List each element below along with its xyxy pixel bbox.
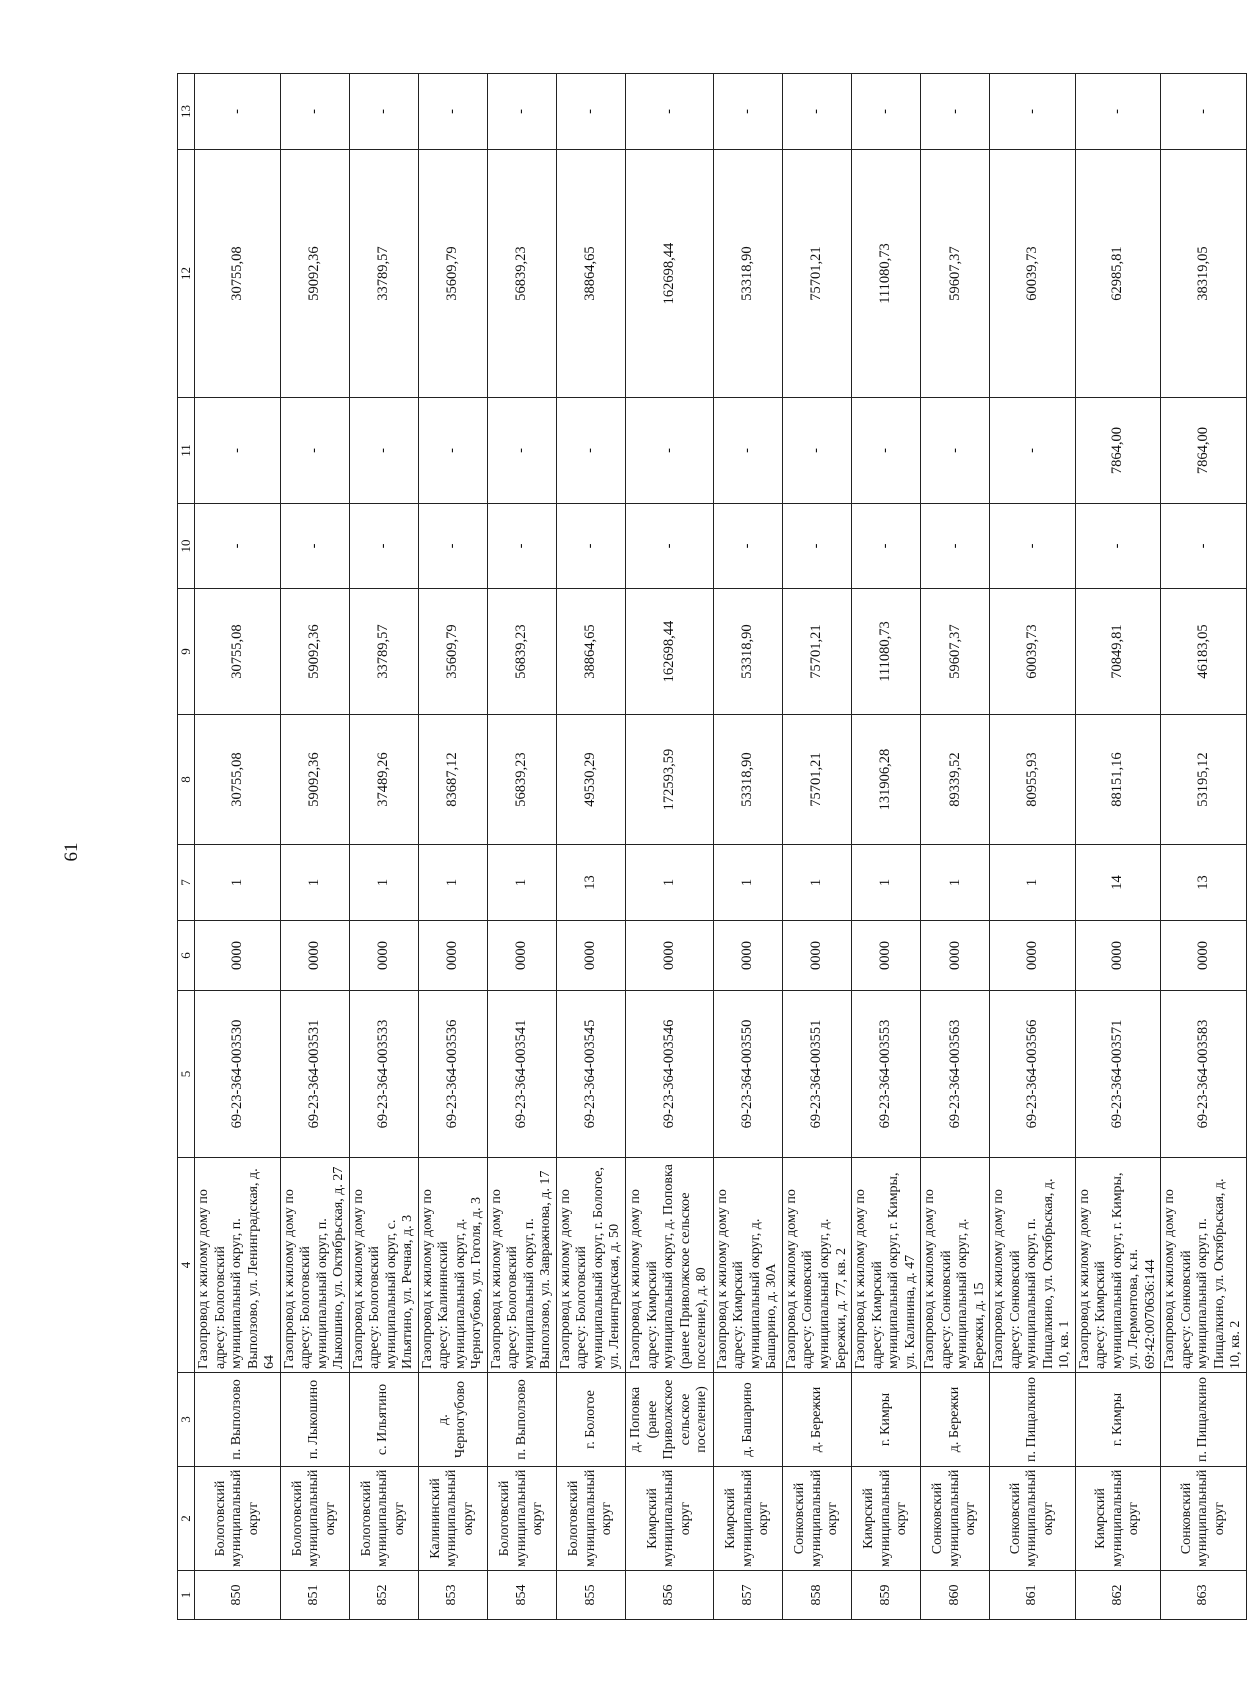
table-row: [349, 74, 418, 1620]
col9-cell: 59607,37: [921, 589, 990, 715]
col10-cell: -: [195, 504, 281, 589]
column-header: 7: [178, 845, 195, 921]
col11-cell: -: [556, 398, 625, 504]
col13-cell: -: [487, 74, 556, 150]
settlement-cell: д. Поповка (ранее Приволжское сельское поселение): [625, 1373, 713, 1467]
col7-cell: 1: [625, 845, 713, 921]
district-cell: Сонковский муниципальный округ: [782, 1467, 851, 1571]
col11-cell: -: [280, 398, 349, 504]
col10-cell: -: [921, 504, 990, 589]
col12-cell: 38319,05: [1161, 150, 1247, 398]
col13-cell: -: [852, 74, 921, 150]
col12-cell: 59607,37: [921, 150, 990, 398]
col12-cell: 59092,36: [280, 150, 349, 398]
column-header: 13: [178, 74, 195, 150]
row-number: 851: [280, 1571, 349, 1620]
col13-cell: -: [782, 74, 851, 150]
col9-cell: 38864,65: [556, 589, 625, 715]
col13-cell: -: [556, 74, 625, 150]
col12-cell: 56839,23: [487, 150, 556, 398]
col11-cell: -: [713, 398, 782, 504]
table-row: [990, 74, 1076, 1620]
object-description-cell: Газопровод к жилому дому по адресу: Кимрский муниципальный округ, г. Кимры, ул. Калинина, д. 47: [852, 1158, 921, 1373]
col6-cell: 0000: [280, 921, 349, 991]
object-description-cell: Газопровод к жилому дому по адресу: Калининский муниципальный округ, д. Черногубово, ул. Гоголя, д. 3: [418, 1158, 487, 1373]
col6-cell: 0000: [556, 921, 625, 991]
col12-cell: 111080,73: [852, 150, 921, 398]
col12-cell: 53318,90: [713, 150, 782, 398]
settlement-cell: д. Башарино: [713, 1373, 782, 1467]
col8-cell: 83687,12: [418, 715, 487, 845]
table-row: [713, 74, 782, 1620]
col8-cell: 53195,12: [1161, 715, 1247, 845]
row-number: 861: [990, 1571, 1076, 1620]
column-header: 3: [178, 1373, 195, 1467]
object-description-cell: Газопровод к жилому дому по адресу: Сонковский муниципальный округ, д. Бережки, д. 77, кв. 2: [782, 1158, 851, 1373]
col11-cell: -: [195, 398, 281, 504]
column-header: 4: [178, 1158, 195, 1373]
col11-cell: -: [625, 398, 713, 504]
object-description-cell: Газопровод к жилому дому по адресу: Бологовский муниципальный округ, п. Выползово, ул. Ленинградская, д. 64: [195, 1158, 281, 1373]
col8-cell: 49530,29: [556, 715, 625, 845]
col13-cell: -: [713, 74, 782, 150]
settlement-cell: п. Пищалкино: [1161, 1373, 1247, 1467]
col8-cell: 37489,26: [349, 715, 418, 845]
col10-cell: -: [556, 504, 625, 589]
district-cell: Сонковский муниципальный округ: [990, 1467, 1076, 1571]
col12-cell: 75701,21: [782, 150, 851, 398]
col13-cell: -: [1075, 74, 1161, 150]
district-cell: Бологовский муниципальный округ: [556, 1467, 625, 1571]
row-number: 854: [487, 1571, 556, 1620]
row-number: 857: [713, 1571, 782, 1620]
column-header: 6: [178, 921, 195, 991]
column-header: 1: [178, 1571, 195, 1620]
object-description-cell: Газопровод к жилому дому по адресу: Сонковский муниципальный округ, д. Бережки, д. 15: [921, 1158, 990, 1373]
col12-cell: 62985,81: [1075, 150, 1161, 398]
col8-cell: 30755,08: [195, 715, 281, 845]
row-number: 855: [556, 1571, 625, 1620]
col13-cell: -: [1161, 74, 1247, 150]
col6-cell: 0000: [1161, 921, 1247, 991]
settlement-cell: д. Черногубово: [418, 1373, 487, 1467]
settlement-cell: п. Выползово: [487, 1373, 556, 1467]
object-code-cell: 69-23-364-003571: [1075, 991, 1161, 1158]
district-cell: Сонковский муниципальный округ: [921, 1467, 990, 1571]
col13-cell: -: [921, 74, 990, 150]
col8-cell: 59092,36: [280, 715, 349, 845]
col6-cell: 0000: [713, 921, 782, 991]
column-header: 2: [178, 1467, 195, 1571]
col11-cell: -: [349, 398, 418, 504]
row-number: 863: [1161, 1571, 1247, 1620]
col10-cell: -: [1075, 504, 1161, 589]
object-description-cell: Газопровод к жилому дому по адресу: Кимрский муниципальный округ, г. Кимры, ул. Лермонтова, к.н. 69:42:0070636:144: [1075, 1158, 1161, 1373]
object-description-cell: Газопровод к жилому дому по адресу: Кимрский муниципальный округ, д. Поповка (ранее Приволжское сельское поселение), д. 80: [625, 1158, 713, 1373]
col10-cell: -: [487, 504, 556, 589]
col10-cell: -: [852, 504, 921, 589]
row-number: 862: [1075, 1571, 1161, 1620]
page-number: 61: [61, 842, 82, 862]
object-code-cell: 69-23-364-003546: [625, 991, 713, 1158]
table-row: [1161, 74, 1247, 1620]
col7-cell: 1: [782, 845, 851, 921]
col11-cell: 7864,00: [1161, 398, 1247, 504]
table-row: [1075, 74, 1161, 1620]
settlement-cell: п. Пищалкино: [990, 1373, 1076, 1467]
column-header: 12: [178, 150, 195, 398]
table-row: [280, 74, 349, 1620]
col12-cell: 35609,79: [418, 150, 487, 398]
col9-cell: 59092,36: [280, 589, 349, 715]
col9-cell: 60039,73: [990, 589, 1076, 715]
col6-cell: 0000: [195, 921, 281, 991]
col9-cell: 56839,23: [487, 589, 556, 715]
col10-cell: -: [782, 504, 851, 589]
district-cell: Калининский муниципальный округ: [418, 1467, 487, 1571]
rotated-table-container: [177, 74, 1244, 1620]
object-description-cell: Газопровод к жилому дому по адресу: Кимрский муниципальный округ, д. Башарино, д. 30А: [713, 1158, 782, 1373]
district-cell: Бологовский муниципальный округ: [195, 1467, 281, 1571]
column-header: 10: [178, 504, 195, 589]
table-row: [418, 74, 487, 1620]
col10-cell: -: [418, 504, 487, 589]
col7-cell: 14: [1075, 845, 1161, 921]
col10-cell: -: [713, 504, 782, 589]
settlement-cell: г. Кимры: [1075, 1373, 1161, 1467]
col7-cell: 1: [990, 845, 1076, 921]
col10-cell: -: [349, 504, 418, 589]
col6-cell: 0000: [852, 921, 921, 991]
col7-cell: 1: [921, 845, 990, 921]
row-number: 860: [921, 1571, 990, 1620]
col12-cell: 162698,44: [625, 150, 713, 398]
district-cell: Кимрский муниципальный округ: [852, 1467, 921, 1571]
object-code-cell: 69-23-364-003533: [349, 991, 418, 1158]
col8-cell: 88151,16: [1075, 715, 1161, 845]
col6-cell: 0000: [921, 921, 990, 991]
col7-cell: 1: [195, 845, 281, 921]
col7-cell: 13: [1161, 845, 1247, 921]
col7-cell: 1: [713, 845, 782, 921]
col11-cell: -: [487, 398, 556, 504]
settlement-cell: с. Ильятино: [349, 1373, 418, 1467]
col8-cell: 80955,93: [990, 715, 1076, 845]
col6-cell: 0000: [1075, 921, 1161, 991]
object-description-cell: Газопровод к жилому дому по адресу: Сонковский муниципальный округ, п. Пищалкино, ул. Октябрьская, д. 10, кв. 2: [1161, 1158, 1247, 1373]
col9-cell: 30755,08: [195, 589, 281, 715]
col13-cell: -: [195, 74, 281, 150]
col11-cell: -: [852, 398, 921, 504]
row-number: 856: [625, 1571, 713, 1620]
settlement-cell: д. Бережки: [782, 1373, 851, 1467]
col6-cell: 0000: [418, 921, 487, 991]
col6-cell: 0000: [990, 921, 1076, 991]
column-header: 11: [178, 398, 195, 504]
object-description-cell: Газопровод к жилому дому по адресу: Бологовский муниципальный округ, п. Выползово, ул. Завражнова, д. 17: [487, 1158, 556, 1373]
district-cell: Бологовский муниципальный округ: [349, 1467, 418, 1571]
object-code-cell: 69-23-364-003536: [418, 991, 487, 1158]
col9-cell: 75701,21: [782, 589, 851, 715]
column-number-row: [178, 74, 195, 1620]
column-header: 9: [178, 589, 195, 715]
col9-cell: 46183,05: [1161, 589, 1247, 715]
object-code-cell: 69-23-364-003553: [852, 991, 921, 1158]
col12-cell: 60039,73: [990, 150, 1076, 398]
col8-cell: 56839,23: [487, 715, 556, 845]
object-description-cell: Газопровод к жилому дому по адресу: Бологовский муниципальный округ, п. Лыкошино, ул. Октябрьская, д. 27: [280, 1158, 349, 1373]
row-number: 852: [349, 1571, 418, 1620]
district-cell: Кимрский муниципальный округ: [713, 1467, 782, 1571]
object-description-cell: Газопровод к жилому дому по адресу: Сонковский муниципальный округ, п. Пищалкино, ул. Октябрьская, д. 10, кв. 1: [990, 1158, 1076, 1373]
district-cell: Кимрский муниципальный округ: [625, 1467, 713, 1571]
settlement-cell: г. Бологое: [556, 1373, 625, 1467]
table-row: [782, 74, 851, 1620]
col13-cell: -: [625, 74, 713, 150]
col7-cell: 1: [280, 845, 349, 921]
object-code-cell: 69-23-364-003531: [280, 991, 349, 1158]
gas-pipeline-table: [177, 73, 1247, 1620]
col8-cell: 89339,52: [921, 715, 990, 845]
col9-cell: 33789,57: [349, 589, 418, 715]
col6-cell: 0000: [487, 921, 556, 991]
col10-cell: -: [625, 504, 713, 589]
row-number: 858: [782, 1571, 851, 1620]
col10-cell: -: [280, 504, 349, 589]
col9-cell: 53318,90: [713, 589, 782, 715]
settlement-cell: д. Бережки: [921, 1373, 990, 1467]
col13-cell: -: [990, 74, 1076, 150]
col7-cell: 1: [852, 845, 921, 921]
object-code-cell: 69-23-364-003563: [921, 991, 990, 1158]
object-code-cell: 69-23-364-003550: [713, 991, 782, 1158]
col11-cell: -: [418, 398, 487, 504]
col9-cell: 70849,81: [1075, 589, 1161, 715]
settlement-cell: п. Выползово: [195, 1373, 281, 1467]
col10-cell: -: [990, 504, 1076, 589]
column-header: 8: [178, 715, 195, 845]
row-number: 853: [418, 1571, 487, 1620]
col7-cell: 1: [418, 845, 487, 921]
object-description-cell: Газопровод к жилому дому по адресу: Бологовский муниципальный округ, с. Ильятино, ул. Речная, д. 3: [349, 1158, 418, 1373]
col11-cell: -: [921, 398, 990, 504]
col9-cell: 35609,79: [418, 589, 487, 715]
col8-cell: 53318,90: [713, 715, 782, 845]
col8-cell: 172593,59: [625, 715, 713, 845]
col13-cell: -: [349, 74, 418, 150]
col11-cell: -: [782, 398, 851, 504]
object-code-cell: 69-23-364-003530: [195, 991, 281, 1158]
object-code-cell: 69-23-364-003566: [990, 991, 1076, 1158]
col11-cell: 7864,00: [1075, 398, 1161, 504]
col10-cell: -: [1161, 504, 1247, 589]
col8-cell: 131906,28: [852, 715, 921, 845]
district-cell: Кимрский муниципальный округ: [1075, 1467, 1161, 1571]
row-number: 850: [195, 1571, 281, 1620]
district-cell: Бологовский муниципальный округ: [280, 1467, 349, 1571]
object-code-cell: 69-23-364-003551: [782, 991, 851, 1158]
col6-cell: 0000: [782, 921, 851, 991]
district-cell: Сонковский муниципальный округ: [1161, 1467, 1247, 1571]
district-cell: Бологовский муниципальный округ: [487, 1467, 556, 1571]
object-description-cell: Газопровод к жилому дому по адресу: Бологовский муниципальный округ, г. Бологое, ул. Ленинградская, д. 50: [556, 1158, 625, 1373]
col7-cell: 1: [349, 845, 418, 921]
col12-cell: 30755,08: [195, 150, 281, 398]
col8-cell: 75701,21: [782, 715, 851, 845]
table-row: [625, 74, 713, 1620]
col12-cell: 38864,65: [556, 150, 625, 398]
col13-cell: -: [418, 74, 487, 150]
table-row: [921, 74, 990, 1620]
column-header: 5: [178, 991, 195, 1158]
settlement-cell: п. Лыкошино: [280, 1373, 349, 1467]
col7-cell: 1: [487, 845, 556, 921]
table-row: [487, 74, 556, 1620]
col6-cell: 0000: [349, 921, 418, 991]
col13-cell: -: [280, 74, 349, 150]
table-row: [195, 74, 281, 1620]
table-row: [556, 74, 625, 1620]
object-code-cell: 69-23-364-003583: [1161, 991, 1247, 1158]
settlement-cell: г. Кимры: [852, 1373, 921, 1467]
object-code-cell: 69-23-364-003545: [556, 991, 625, 1158]
table-row: [852, 74, 921, 1620]
col12-cell: 33789,57: [349, 150, 418, 398]
col11-cell: -: [990, 398, 1076, 504]
col7-cell: 13: [556, 845, 625, 921]
col9-cell: 111080,73: [852, 589, 921, 715]
col6-cell: 0000: [625, 921, 713, 991]
object-code-cell: 69-23-364-003541: [487, 991, 556, 1158]
row-number: 859: [852, 1571, 921, 1620]
col9-cell: 162698,44: [625, 589, 713, 715]
